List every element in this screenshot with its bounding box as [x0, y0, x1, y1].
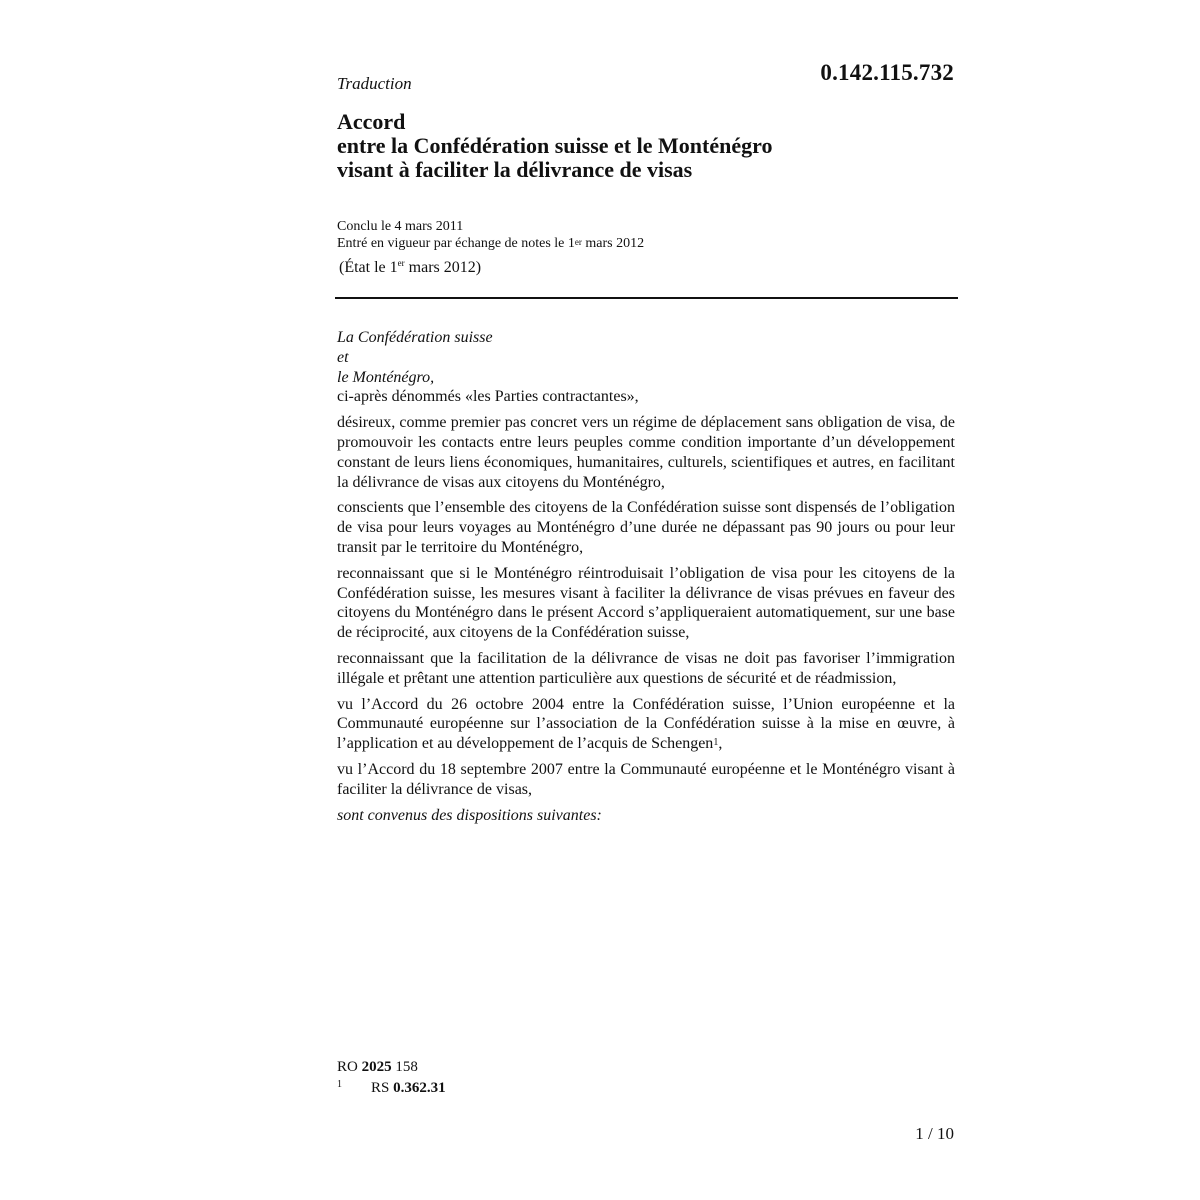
footnote-prefix: RS [371, 1080, 394, 1096]
recital-2: conscients que l’ensemble des citoyens de la Confédération suisse sont dispensés de l’obligation de visa pour leurs voyages au Monténégro d’une durée ne dépassant pas 90 jours ou pour leur transit par le territoire du Monténégro, [337, 499, 955, 556]
footnote-number: 1 [337, 1079, 342, 1090]
sr-number: 0.142.115.732 [820, 60, 954, 85]
entry-sup: er [574, 237, 582, 247]
preamble [337, 328, 955, 825]
closing-formula: sont convenus des dispositions suivantes: [337, 806, 602, 824]
recital-schengen-text: vu l’Accord du 26 octobre 2004 entre la Confédération suisse, l’Union européenne et la Communauté européenne sur l’association de la Confédération suisse à la mise en œuvre, à l’application et au développement de l’acquis de Schengen [337, 695, 955, 753]
recital-4: reconnaissant que la facilitation de la délivrance de visas ne doit pas favoriser l’immigration illégale et prêtant une attention particulière aux questions de sécurité et de réadmission, [337, 649, 955, 687]
entry-into-force [337, 235, 644, 252]
state-suffix: mars 2012) [404, 259, 482, 276]
ro-year: 2025 [361, 1059, 392, 1075]
recital-schengen [337, 695, 955, 754]
concluded-date: Conclu le 4 mars 2011 [337, 219, 464, 234]
parties-designation: ci-après dénommés «les Parties contractantes», [337, 388, 639, 406]
ro-number: 158 [391, 1059, 418, 1075]
footnote-rs-ref: 0.362.31 [393, 1080, 446, 1096]
entry-suffix: mars 2012 [581, 236, 645, 251]
title-line-2: entre la Confédération suisse et le Monténégro [337, 133, 773, 158]
state-date [339, 259, 481, 277]
header-divider [335, 297, 958, 299]
title-line-1: Accord [337, 109, 406, 134]
title-line-3: visant à faciliter la délivrance de visas [337, 157, 693, 182]
party-2: le Monténégro, [337, 368, 435, 386]
recital-schengen-trailing: , [718, 735, 723, 753]
footnote-1 [337, 1080, 446, 1097]
state-sup: er [397, 258, 405, 268]
state-prefix: (État le 1 [339, 259, 398, 276]
party-conjunction: et [337, 348, 349, 366]
ro-reference [337, 1059, 418, 1076]
dates-block [337, 218, 644, 252]
recital-3: reconnaissant que si le Monténégro réintroduisait l’obligation de visa pour les citoyens de la Confédération suisse, les mesures visant à faciliter la délivrance de visas prévues en faveur des citoyens du Monténégro dans le présent Accord s’appliqueraient automatiquement, sur une base de réciprocité, aux citoyens de la Confédération suisse, [337, 564, 955, 642]
translation-label: Traduction [337, 74, 412, 93]
ro-prefix: RO [337, 1059, 362, 1075]
page-number: 1 / 10 [915, 1124, 954, 1143]
document-title [337, 110, 957, 182]
recital-1: désireux, comme premier pas concret vers un régime de déplacement sans obligation de visa, de promouvoir les contacts entre leurs peuples comme condition importante d’un développement constant de leurs liens économiques, humanitaires, culturels, scientifiques et autres, en facilitant la délivrance de visas aux citoyens du Monténégro, [337, 414, 955, 491]
entry-prefix: Entré en vigueur par échange de notes le 1 [337, 236, 575, 251]
party-1: La Confédération suisse [337, 329, 493, 346]
recital-ec: vu l’Accord du 18 septembre 2007 entre la Communauté européenne et le Monténégro visant à faciliter la délivrance de visas, [337, 760, 955, 798]
footnote-ref-1[interactable]: 1 [713, 737, 719, 749]
